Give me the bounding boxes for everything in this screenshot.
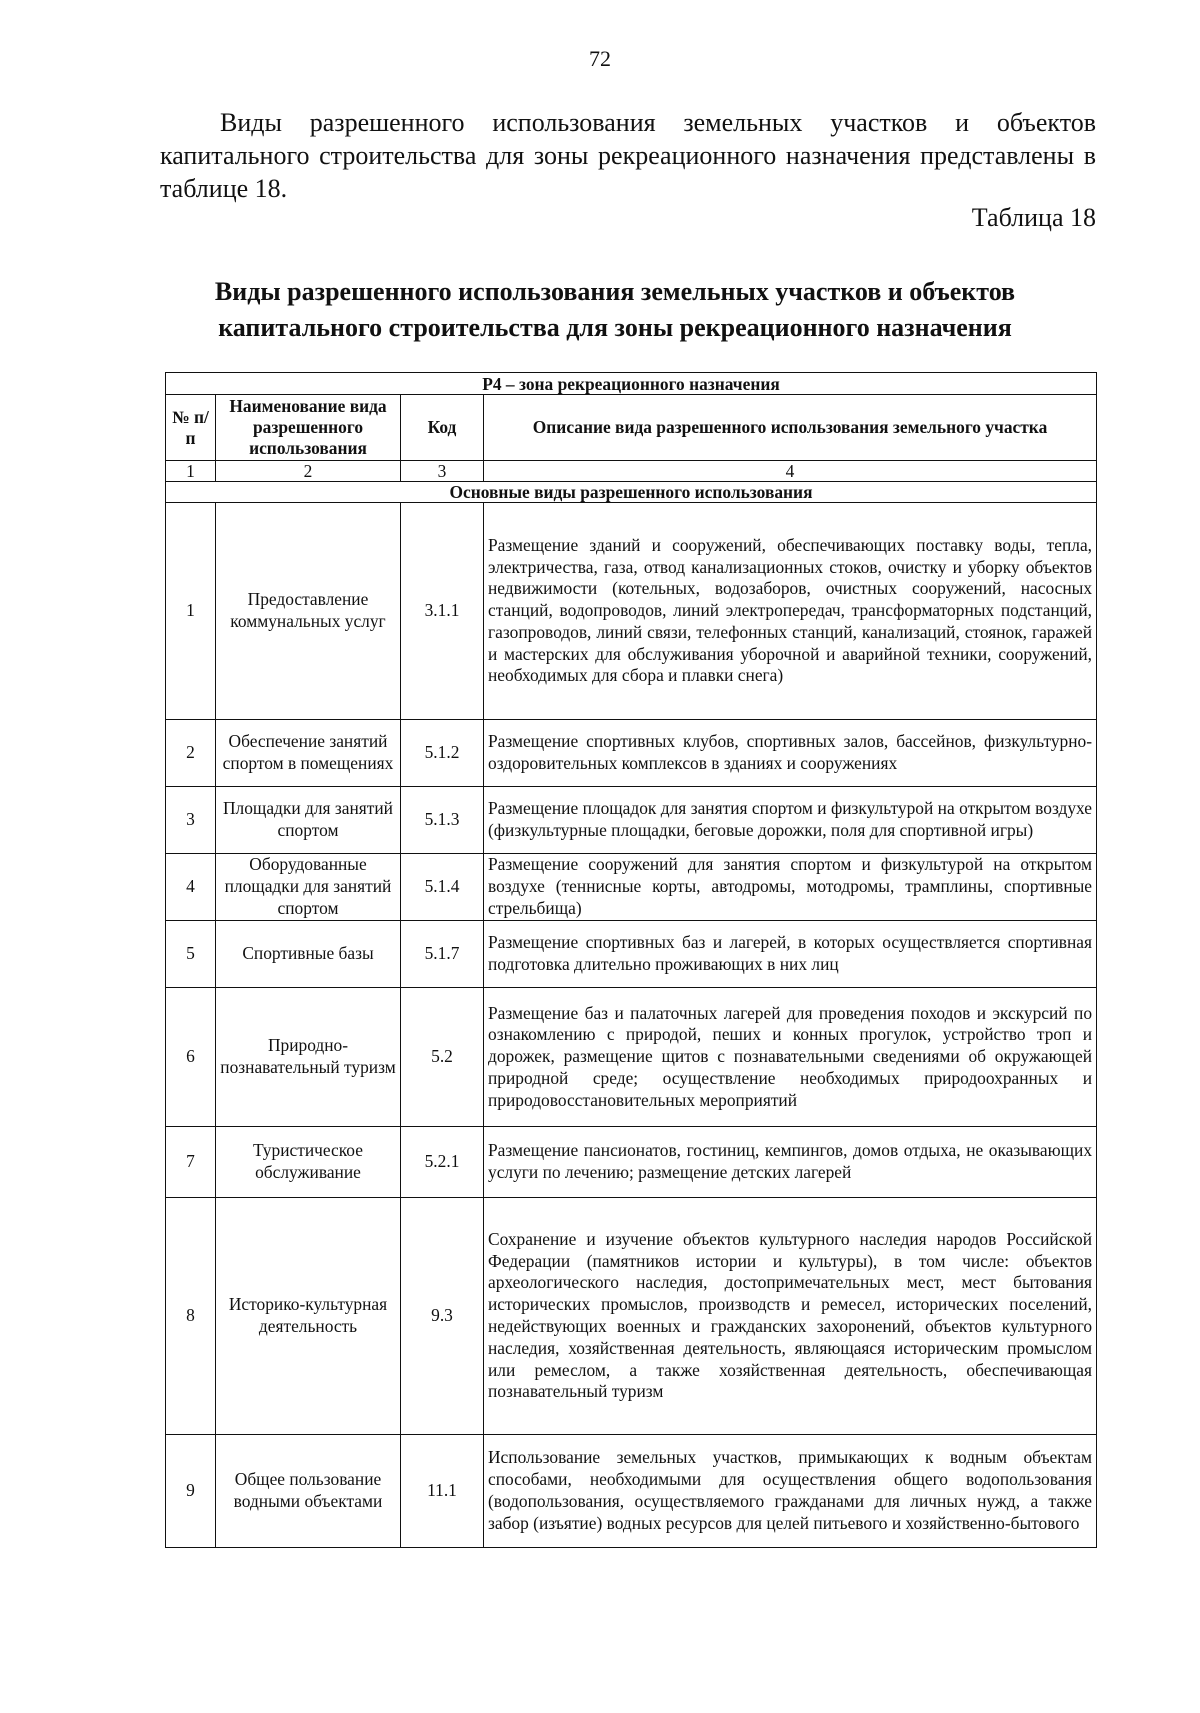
table-row: [166, 1198, 1097, 1435]
row-code: 5.2.1: [401, 1127, 484, 1198]
row-number: 5: [166, 921, 216, 988]
row-description: Сохранение и изучение объектов культурного наследия народов Российской Федерации (памятников истории и культуры), в том числе: объектов археологического наследия, достопримечательных мест, мест бытования исторических промыслов, производств и ремесел, исторических поселений, недействующих военных и гражданских захоронений, объектов культурного наследия, хозяйственная деятельность, являющаяся историческим промыслом или ремеслом, а также хозяйственная деятельность, обеспечивающая познавательный туризм: [484, 1198, 1097, 1435]
col-number: 1: [166, 461, 216, 482]
row-number: 4: [166, 854, 216, 921]
land-use-table: [165, 372, 1097, 1548]
row-code: 5.1.2: [401, 720, 484, 787]
column-number-row: [166, 461, 1097, 482]
row-number: 2: [166, 720, 216, 787]
intro-paragraph: Виды разрешенного использования земельных участков и объектов капитального строительства для зоны рекреационного назначения представлены в таблице 18.: [160, 108, 1096, 203]
row-name: Оборудованные площадки для занятий спортом: [216, 854, 401, 921]
col-header-num: № п/п: [166, 395, 216, 461]
section-row: [166, 482, 1097, 503]
table-row: [166, 1435, 1097, 1548]
row-name: Туристическое обслуживание: [216, 1127, 401, 1198]
col-number: 2: [216, 461, 401, 482]
table-row: [166, 503, 1097, 720]
row-code: 5.1.4: [401, 854, 484, 921]
table-row: [166, 921, 1097, 988]
row-number: 6: [166, 988, 216, 1127]
row-code: 5.2: [401, 988, 484, 1127]
row-name: Обеспечение занятий спортом в помещениях: [216, 720, 401, 787]
row-description: Размещение сооружений для занятия спортом и физкультурой на открытом воздухе (теннисные корты, автодромы, мотодромы, трамплины, спортивные стрельбища): [484, 854, 1097, 921]
row-description: Размещение спортивных клубов, спортивных залов, бассейнов, физкультурно-оздоровительных комплексов в зданиях и сооружениях: [484, 720, 1097, 787]
row-description: Размещение зданий и сооружений, обеспечивающих поставку воды, тепла, электричества, газа, отвод канализационных стоков, очистку и уборку объектов недвижимости (котельных, водозаборов, очистных сооружений, насосных станций, водопроводов, линий электропередач, трансформаторных подстанций, газопроводов, линий связи, телефонных станций, канализаций, стоянок, гаражей и мастерских для обслуживания уборочной и аварийной техники, сооружений, необходимых для сбора и плавки снега): [484, 503, 1097, 720]
row-code: 9.3: [401, 1198, 484, 1435]
row-description: Размещение спортивных баз и лагерей, в которых осуществляется спортивная подготовка длительно проживающих в них лиц: [484, 921, 1097, 988]
col-header-desc: Описание вида разрешенного использования земельного участка: [484, 395, 1097, 461]
row-name: Предоставление коммунальных услуг: [216, 503, 401, 720]
table-label: Таблица 18: [971, 203, 1096, 232]
row-name: Спортивные базы: [216, 921, 401, 988]
table-row: [166, 988, 1097, 1127]
row-description: Размещение баз и палаточных лагерей для проведения походов и экскурсий по ознакомлению с природой, пеших и конных прогулок, устройство троп и дорожек, размещение щитов с познавательными сведениями об окружающей природной среде; осуществление необходимых природоохранных и природовосстановительных мероприятий: [484, 988, 1097, 1127]
col-header-name: Наименование вида разрешенного использования: [216, 395, 401, 461]
row-name: Природно-познавательный туризм: [216, 988, 401, 1127]
zone-header-row: [166, 373, 1097, 395]
table-row: [166, 720, 1097, 787]
col-number: 3: [401, 461, 484, 482]
page-number: 72: [589, 46, 611, 71]
column-header-row: [166, 395, 1097, 461]
table-title: Виды разрешенного использования земельных участков и объектов капитального строительства для зоны рекреационного назначения: [214, 277, 1016, 342]
table-row: [166, 787, 1097, 854]
row-code: 3.1.1: [401, 503, 484, 720]
row-name: Историко-культурная деятельность: [216, 1198, 401, 1435]
col-header-code: Код: [401, 395, 484, 461]
row-number: 7: [166, 1127, 216, 1198]
row-description: Размещение площадок для занятия спортом и физкультурой на открытом воздухе (физкультурные площадки, беговые дорожки, поля для спортивной игры): [484, 787, 1097, 854]
zone-header: Р4 – зона рекреационного назначения: [166, 373, 1097, 395]
section-title: Основные виды разрешенного использования: [166, 482, 1097, 503]
row-number: 3: [166, 787, 216, 854]
row-code: 5.1.3: [401, 787, 484, 854]
row-code: 5.1.7: [401, 921, 484, 988]
row-name: Площадки для занятий спортом: [216, 787, 401, 854]
row-description: Использование земельных участков, примыкающих к водным объектам способами, необходимыми для осуществления общего водопользования (водопользования, осуществляемого гражданами для личных нужд, а также забор (изъятие) водных ресурсов для целей питьевого и хозяйственно-бытового: [484, 1435, 1097, 1548]
row-code: 11.1: [401, 1435, 484, 1548]
col-number: 4: [484, 461, 1097, 482]
row-description: Размещение пансионатов, гостиниц, кемпингов, домов отдыха, не оказывающих услуги по лечению; размещение детских лагерей: [484, 1127, 1097, 1198]
row-number: 1: [166, 503, 216, 720]
row-number: 9: [166, 1435, 216, 1548]
table-row: [166, 1127, 1097, 1198]
table-row: [166, 854, 1097, 921]
row-number: 8: [166, 1198, 216, 1435]
row-name: Общее пользование водными объектами: [216, 1435, 401, 1548]
